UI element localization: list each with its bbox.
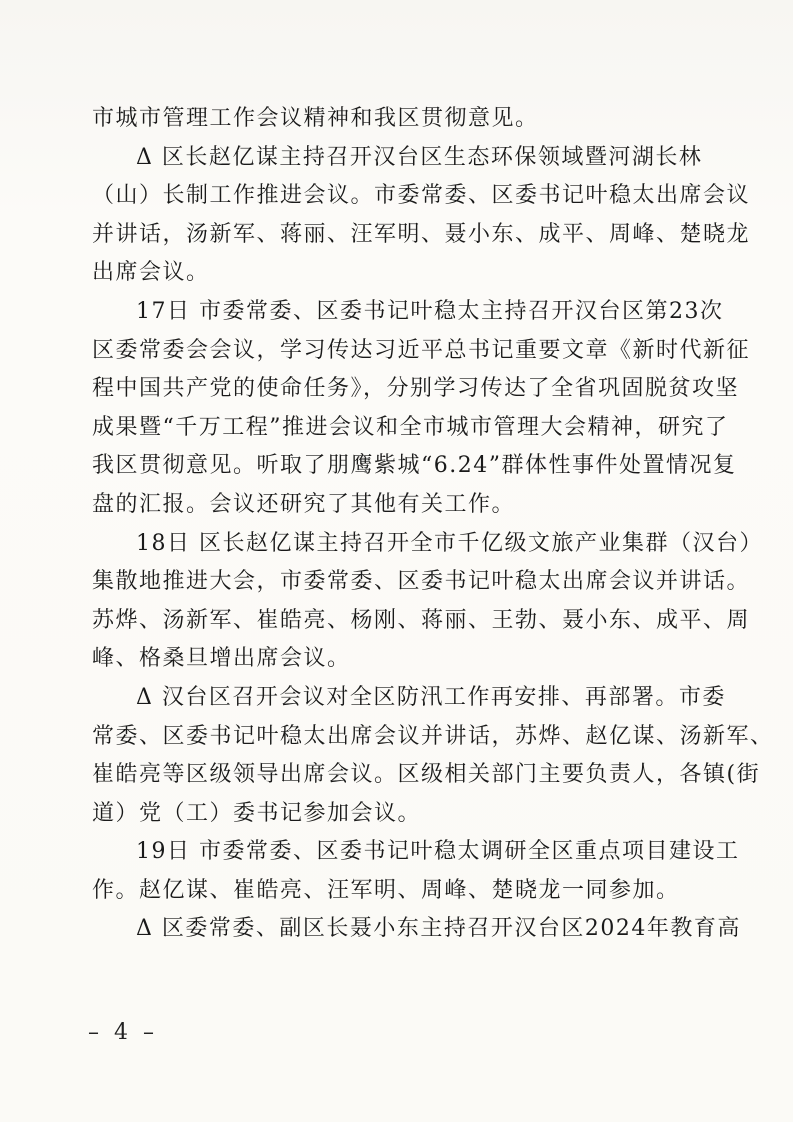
- text-line: （山）长制工作推进会议。市委常委、区委书记叶稳太出席会议: [92, 183, 751, 209]
- text-line: Δ 区委常委、副区长聂小东主持召开汉台区2024年教育高: [136, 916, 741, 942]
- text-line: 出席会议。: [92, 260, 210, 286]
- text-line: 峰、格桑旦增出席会议。: [92, 646, 351, 672]
- text-line: 崔皓亮等区级领导出席会议。区级相关部门主要负责人，各镇(街: [92, 762, 761, 788]
- text-line: 并讲话，汤新军、蒋丽、汪军明、聂小东、成平、周峰、楚晓龙: [92, 221, 751, 247]
- text-line: 集散地推进大会，市委常委、区委书记叶稳太出席会议并讲话。: [92, 569, 751, 595]
- text-line: 常委、区委书记叶稳太出席会议并讲话，苏烨、赵亿谋、汤新军、: [92, 723, 774, 749]
- text-line: 17日 市委常委、区委书记叶稳太主持召开汉台区第23次: [136, 298, 724, 324]
- text-line: 19日 市委常委、区委书记叶稳太调研全区重点项目建设工: [136, 839, 740, 865]
- text-line: 市城市管理工作会议精神和我区贯彻意见。: [92, 106, 539, 131]
- page-number: – 4 –: [88, 1020, 158, 1045]
- text-line: Δ 区长赵亿谋主持召开汉台区生态环保领域暨河湖长林: [136, 144, 703, 170]
- text-line: 作。赵亿谋、崔皓亮、汪军明、周峰、楚晓龙一同参加。: [92, 877, 680, 903]
- document-body: [92, 100, 774, 949]
- text-line: 苏烨、汤新军、崔皓亮、杨刚、蒋丽、王勃、聂小东、成平、周: [92, 607, 751, 633]
- text-line: 18日 区长赵亿谋主持召开全市千亿级文旅产业集群（汉台）: [136, 530, 763, 556]
- text-line: Δ 汉台区召开会议对全区防汛工作再安排、再部署。市委: [136, 684, 726, 710]
- text-line: 程中国共产党的使命任务》，分别学习传达了全省巩固脱贫攻坚: [92, 376, 740, 402]
- text-line: 区委常委会会议，学习传达习近平总书记重要文章《新时代新征: [92, 337, 751, 363]
- text-line: 盘的汇报。会议还研究了其他有关工作。: [92, 491, 516, 517]
- text-line: 我区贯彻意见。听取了朋鹰紫城“6.24”群体性事件处置情况复: [92, 453, 737, 479]
- text-line: 成果暨“千万工程”推进会议和全市城市管理大会精神，研究了: [92, 414, 729, 440]
- text-line: 道）党（工）委书记参加会议。: [92, 800, 422, 826]
